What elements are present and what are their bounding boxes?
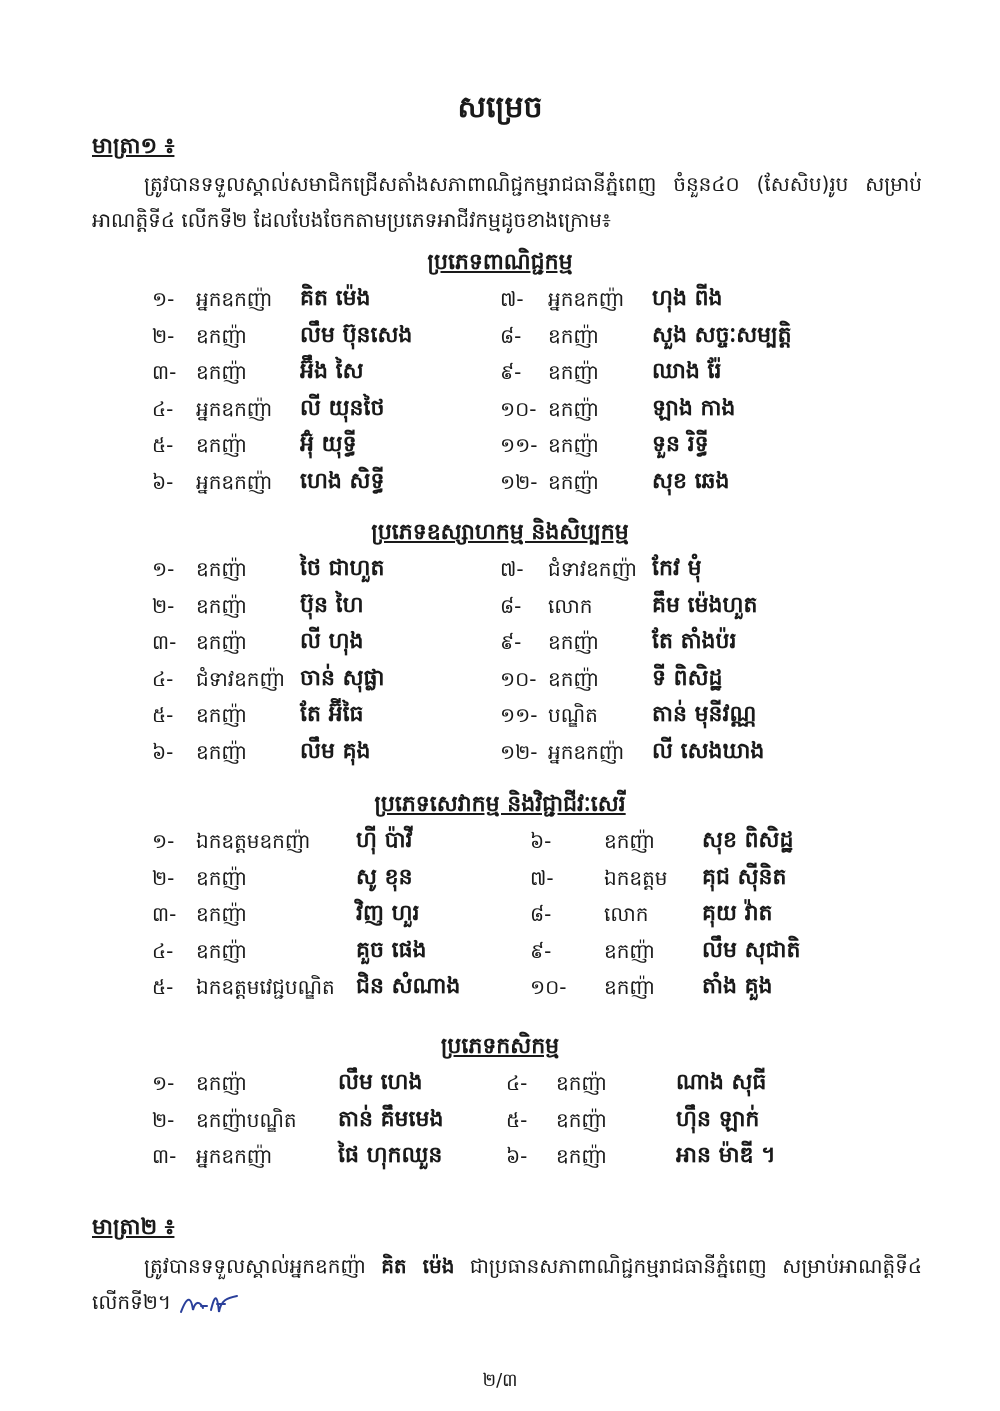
member-number: ៩- bbox=[500, 360, 522, 385]
member-number: ១០- bbox=[530, 975, 567, 1000]
member-name: សុខ ឆេង bbox=[652, 469, 730, 494]
member-number: ៧- bbox=[500, 287, 524, 311]
member-name: កែវ មុំ bbox=[652, 556, 702, 581]
member-number: ១- bbox=[152, 1071, 175, 1095]
member-title: ឧកញ៉ា bbox=[548, 630, 599, 655]
member-title: ជំទាវឧកញ៉ា bbox=[548, 557, 637, 581]
member-number: ៨- bbox=[530, 902, 552, 927]
member-name: គុជ ស៊ីនិត bbox=[702, 864, 787, 890]
member-name: ប៊ុន ហៃ bbox=[300, 592, 364, 618]
member-number: ១១- bbox=[500, 703, 538, 728]
member-title: ឧកញ៉ា bbox=[548, 396, 599, 421]
member-name: អ៊ុំ យុទ្ធី bbox=[300, 432, 357, 458]
member-name: វិញ ហួរ bbox=[356, 901, 420, 927]
member-number: ៤- bbox=[152, 666, 174, 691]
member-entry bbox=[530, 936, 870, 966]
member-number: ២- bbox=[152, 323, 175, 348]
member-number: ៤- bbox=[506, 1071, 528, 1095]
member-entry bbox=[500, 737, 840, 767]
member-title: អ្នកឧកញ៉ា bbox=[548, 740, 625, 764]
member-title: លោក bbox=[604, 902, 649, 927]
member-name: តែ អ៊ីធៃ bbox=[300, 702, 364, 728]
member-entry bbox=[152, 1141, 492, 1171]
member-number: ៩- bbox=[530, 938, 552, 963]
member-entry bbox=[530, 899, 870, 929]
member-entry bbox=[152, 700, 492, 730]
article-2-text-before: ត្រូវបានទទួលស្គាល់អ្នកឧកញ៉ា bbox=[144, 1254, 366, 1278]
member-name: គុយ វ៉ាត bbox=[702, 901, 773, 927]
article-1-heading: មាត្រា១ ៖ bbox=[92, 134, 175, 159]
member-name: គិត ម៉េង bbox=[300, 286, 371, 311]
member-title: អ្នកឧកញ៉ា bbox=[196, 470, 273, 494]
member-number: ៦- bbox=[506, 1144, 528, 1169]
member-name: សូ ខុន bbox=[356, 864, 413, 890]
member-number: ១- bbox=[152, 287, 175, 311]
member-title: ឧកញ៉ា bbox=[196, 630, 247, 655]
member-title: ឧកញ៉ា bbox=[556, 1144, 607, 1169]
member-number: ២- bbox=[152, 1107, 175, 1132]
section-title: ប្រភេទសេវាកម្ម និងវិជ្ជាជីវៈសេរី bbox=[374, 792, 626, 817]
member-entry bbox=[500, 357, 840, 387]
member-entry bbox=[530, 972, 870, 1002]
member-entry bbox=[152, 554, 492, 584]
member-entry bbox=[152, 430, 492, 460]
member-title: ឯកឧត្តម bbox=[604, 865, 668, 890]
member-number: ១- bbox=[152, 557, 175, 581]
member-name: សុខ ពិសិដ្ឋ bbox=[702, 828, 794, 853]
member-title: ឧកញ៉ា bbox=[556, 1071, 607, 1095]
member-name: លឹម សុជាតិ bbox=[702, 937, 801, 963]
member-title: ឧកញ៉ា bbox=[196, 938, 247, 963]
page-number: ២/៣ bbox=[482, 1370, 518, 1391]
member-name: តាន់ មុនីវណ្ណ bbox=[652, 702, 757, 728]
member-title: អ្នកឧកញ៉ា bbox=[196, 287, 273, 311]
member-entry bbox=[506, 1105, 846, 1135]
member-entry bbox=[500, 284, 840, 314]
member-entry bbox=[506, 1141, 846, 1171]
member-name: តាន់ គឹមមេង bbox=[338, 1106, 444, 1132]
member-name: ណាង សុធី bbox=[676, 1070, 767, 1095]
member-entry bbox=[500, 430, 840, 460]
member-name: ហុង ពីង bbox=[652, 286, 723, 311]
member-number: ៣- bbox=[152, 1144, 177, 1169]
member-name: តាំង គួង bbox=[702, 974, 773, 1000]
member-number: ៥- bbox=[152, 433, 174, 458]
member-number: ៦- bbox=[152, 740, 174, 764]
member-name: ចាន់ សុផ្លា bbox=[300, 665, 385, 691]
member-number: ៣- bbox=[152, 630, 177, 655]
member-title: ឧកញ៉ាបណ្ឌិត bbox=[196, 1107, 297, 1132]
member-name: ផៃ ហុកឈួន bbox=[338, 1143, 443, 1169]
member-name: ហេង សិទ្ធី bbox=[300, 469, 385, 494]
member-entry bbox=[152, 1105, 492, 1135]
member-name: ទី ពិសិដ្ឋ bbox=[652, 665, 723, 691]
section-title: ប្រភេទកសិកម្ម bbox=[440, 1034, 560, 1059]
member-name: ថៃ ជាហួត bbox=[300, 556, 385, 581]
article-2-heading: មាត្រា២ ៖ bbox=[92, 1215, 175, 1240]
member-number: ១- bbox=[152, 829, 175, 853]
member-name: សួង សច្ចៈសម្បត្តិ bbox=[652, 322, 792, 348]
member-entry bbox=[500, 394, 840, 424]
member-entry bbox=[500, 591, 840, 621]
member-entry bbox=[530, 826, 870, 856]
member-number: ១២- bbox=[500, 740, 538, 764]
member-entry bbox=[152, 357, 492, 387]
member-name: លី យុនថៃ bbox=[300, 395, 385, 421]
decision-title: សម្រេច bbox=[457, 90, 543, 125]
member-title: អ្នកឧកញ៉ា bbox=[196, 396, 273, 421]
member-number: ១០- bbox=[500, 396, 537, 421]
member-entry bbox=[152, 394, 492, 424]
member-title: ឧកញ៉ា bbox=[548, 323, 599, 348]
member-number: ១០- bbox=[500, 666, 537, 691]
member-number: ៦- bbox=[530, 829, 552, 853]
member-number: ៧- bbox=[530, 865, 554, 890]
member-name: លឹម ហេង bbox=[338, 1070, 423, 1095]
member-title: ឧកញ៉ា bbox=[196, 703, 247, 728]
member-title: ឧកញ៉ា bbox=[548, 666, 599, 691]
member-title: ឧកញ៉ា bbox=[196, 902, 247, 927]
member-title: ឧកញ៉ា bbox=[196, 593, 247, 618]
member-entry bbox=[152, 737, 492, 767]
member-title: ឧកញ៉ា bbox=[196, 323, 247, 348]
member-entry bbox=[152, 972, 492, 1002]
member-name: លឹម គុង bbox=[300, 739, 371, 764]
member-number: ៦- bbox=[152, 470, 174, 494]
member-name: ឈាង រ៉ែ bbox=[652, 359, 722, 385]
member-name: អាន ម៉ាឌី ។ bbox=[676, 1143, 776, 1169]
member-entry bbox=[500, 554, 840, 584]
member-entry bbox=[152, 284, 492, 314]
member-title: ឧកញ៉ា bbox=[556, 1107, 607, 1132]
member-title: ឧកញ៉ា bbox=[604, 938, 655, 963]
member-title: ឧកញ៉ា bbox=[196, 433, 247, 458]
member-name: តែ តាំងប៉រ bbox=[652, 629, 737, 655]
member-entry bbox=[152, 826, 492, 856]
member-number: ៧- bbox=[500, 557, 524, 581]
member-number: ៩- bbox=[500, 630, 522, 655]
member-name: លី ហុង bbox=[300, 629, 364, 655]
member-title: ឧកញ៉ា bbox=[196, 360, 247, 385]
member-title: ជំទាវឧកញ៉ា bbox=[196, 666, 285, 691]
member-number: ១២- bbox=[500, 470, 538, 494]
member-number: ៤- bbox=[152, 938, 174, 963]
article-2-text-after: ជាប្រធានសភាពាណិជ្ជកម្មរាជធានីភ្នំពេញ សម្រាប់អាណត្តិទី៤ លើកទី២។ bbox=[92, 1254, 923, 1314]
member-title: ឧកញ៉ា bbox=[196, 740, 247, 764]
member-number: ៣- bbox=[152, 360, 177, 385]
member-entry bbox=[152, 1068, 492, 1098]
member-entry bbox=[152, 899, 492, 929]
member-number: ៣- bbox=[152, 902, 177, 927]
member-entry bbox=[500, 700, 840, 730]
member-title: អ្នកឧកញ៉ា bbox=[196, 1144, 273, 1169]
member-name: លឹម ប៊ុនសេង bbox=[300, 322, 413, 348]
member-entry bbox=[152, 591, 492, 621]
member-title: ឧកញ៉ា bbox=[548, 360, 599, 385]
member-number: ៨- bbox=[500, 593, 522, 618]
member-entry bbox=[152, 936, 492, 966]
member-name: ឡាង កាង bbox=[652, 395, 736, 421]
member-title: ឯកឧត្តមវេជ្ជបណ្ឌិត bbox=[196, 975, 335, 1000]
member-number: ១១- bbox=[500, 433, 538, 458]
member-title: ឧកញ៉ា bbox=[548, 433, 599, 458]
member-title: ឧកញ៉ា bbox=[548, 470, 599, 494]
article-1-paragraph: ត្រូវបានទទួលស្គាល់សមាជិកជ្រើសតាំងសភាពាណិជ្ជកម្មរាជធានីភ្នំពេញ ចំនួន៤០ (សែសិប)រូប សម្រាប់អាណត្តិទី៤ លើកទី២ ដែលបែងចែកតាមប្រភេទអាជីវកម្មដូចខាងក្រោម៖ bbox=[92, 172, 922, 232]
member-title: ឧកញ៉ា bbox=[604, 975, 655, 1000]
member-name: គួច ផេង bbox=[356, 937, 427, 963]
member-name: គឹម ម៉េងហួត bbox=[652, 592, 758, 618]
member-entry bbox=[500, 664, 840, 694]
member-name: ជិន សំណាង bbox=[356, 974, 461, 1000]
member-entry bbox=[152, 467, 492, 497]
article-2-president-name: គិត ម៉េង bbox=[381, 1254, 455, 1278]
member-entry bbox=[500, 321, 840, 351]
member-entry bbox=[152, 321, 492, 351]
member-title: ឧកញ៉ា bbox=[196, 865, 247, 890]
member-title: ឯកឧត្តមឧកញ៉ា bbox=[196, 829, 311, 853]
member-number: ៨- bbox=[500, 323, 522, 348]
member-name: ហ៊ី ប៉ាវី bbox=[356, 828, 413, 853]
member-number: ២- bbox=[152, 865, 175, 890]
member-title: ឧកញ៉ា bbox=[196, 557, 247, 581]
member-number: ៥- bbox=[152, 975, 174, 1000]
member-entry bbox=[500, 627, 840, 657]
member-name: លី សេងឃាង bbox=[652, 739, 765, 764]
member-entry bbox=[152, 627, 492, 657]
article-2-paragraph bbox=[92, 1248, 922, 1320]
member-entry bbox=[500, 467, 840, 497]
member-title: អ្នកឧកញ៉ា bbox=[548, 287, 625, 311]
member-number: ៥- bbox=[506, 1107, 528, 1132]
member-title: លោក bbox=[548, 593, 593, 618]
signature-initials-icon bbox=[177, 1290, 241, 1318]
member-entry bbox=[506, 1068, 846, 1098]
member-number: ២- bbox=[152, 593, 175, 618]
member-entry bbox=[152, 664, 492, 694]
member-number: ៤- bbox=[152, 396, 174, 421]
member-title: ឧកញ៉ា bbox=[604, 829, 655, 853]
member-title: បណ្ឌិត bbox=[548, 703, 598, 728]
member-entry bbox=[152, 863, 492, 893]
member-name: ទួន រិទ្ធី bbox=[652, 432, 709, 458]
member-number: ៥- bbox=[152, 703, 174, 728]
member-name: ហ៊ឹន ឡាក់ bbox=[676, 1106, 760, 1132]
section-title: ប្រភេទឧស្សាហកម្ម និងសិប្បកម្ម bbox=[371, 520, 629, 545]
section-title: ប្រភេទពាណិជ្ជកម្ម bbox=[427, 250, 573, 275]
member-entry bbox=[530, 863, 870, 893]
member-title: ឧកញ៉ា bbox=[196, 1071, 247, 1095]
member-name: អ៊ឹង សៃ bbox=[300, 359, 364, 385]
